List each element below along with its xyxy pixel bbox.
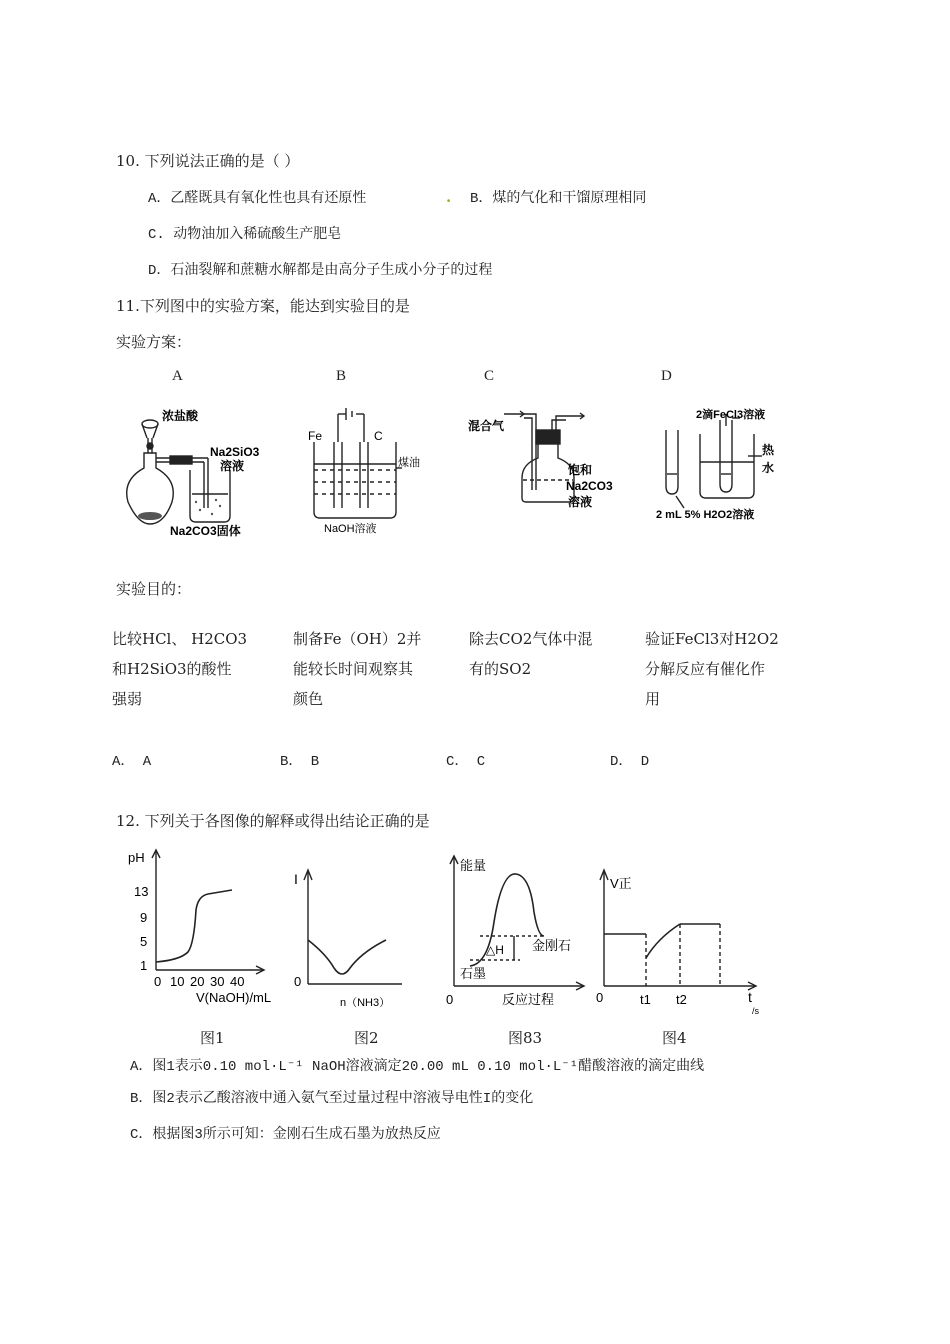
purpose-a-line2: 和H2SiO3的酸性 — [112, 660, 232, 678]
q10-option-c[interactable]: C. 动物油加入稀硫酸生产肥皂 — [148, 227, 342, 243]
rubber-tube — [170, 456, 192, 464]
fig2-conductivity-curve — [308, 940, 386, 974]
q10-stem: 10. 下列说法正确的是（ ） — [116, 152, 300, 170]
fig1-titration-curve — [156, 890, 232, 962]
fig1-xtick-30: 30 — [210, 974, 225, 989]
test-tube-right — [720, 420, 732, 492]
q10-option-a[interactable]: A．乙醛既具有氧化性也具有还原性 — [148, 191, 367, 207]
fig4-ylabel: V正 — [610, 876, 632, 891]
test-tube-left — [666, 430, 678, 494]
apparatus-d — [648, 400, 818, 530]
purpose-c-line2: 有的SO2 — [469, 660, 532, 678]
fig1-xtick-10: 10 — [170, 974, 185, 989]
figure-4 — [596, 866, 776, 1016]
q10-dot-mark: . — [446, 188, 452, 206]
beaker-d — [700, 434, 754, 498]
apparatus-c — [466, 402, 626, 532]
apparatus-c-r3-label: 溶液 — [568, 495, 593, 509]
fig1-ytick-13: 13 — [134, 884, 149, 899]
fig3-caption: 图83 — [508, 1029, 543, 1047]
q11-col-label-b: B — [336, 368, 347, 384]
fig1-ytick-5: 5 — [140, 934, 148, 949]
fig1-xlabel: V(NaOH)/mL — [196, 990, 272, 1005]
apparatus-c-gas-label: 混合气 — [468, 419, 505, 433]
q12-option-c[interactable]: C．根据图3所示可知：金刚石生成石墨为放热反应 — [130, 1127, 441, 1143]
fig4-t2: t2 — [676, 992, 687, 1007]
apparatus-d-r1-label: 热 — [762, 443, 775, 457]
q11-scheme-label: 实验方案： — [116, 333, 192, 351]
apparatus-b-oil-label: 煤油 — [398, 457, 420, 469]
fig1-xtick-0: 0 — [154, 974, 162, 989]
fig1-ylabel: pH — [128, 850, 145, 865]
purpose-b-line1: 制备Fe（OH）2并 — [293, 630, 422, 648]
fig2-origin: 0 — [294, 974, 302, 989]
fig4-caption: 图4 — [662, 1029, 687, 1047]
apparatus-b — [302, 402, 432, 542]
q11-option-b[interactable]: B． B — [280, 754, 320, 770]
fig2-caption: 图2 — [354, 1029, 379, 1047]
purpose-d-line1: 验证FeCl3对H2O2 — [645, 630, 779, 648]
fig3-origin: 0 — [446, 992, 454, 1007]
figure-2 — [288, 866, 408, 1016]
purpose-c-line1: 除去CO2气体中混 — [469, 630, 593, 648]
apparatus-b-fe-label: Fe — [308, 429, 323, 443]
fig2-xlabel: n（NH3） — [340, 997, 391, 1009]
gas-bottle — [522, 444, 574, 502]
fig3-delta-h: △H — [486, 943, 504, 957]
q12-option-a[interactable]: A．图1表示0.10 mol·L⁻¹ NaOH溶液滴定20.00 mL 0.10 mol·L⁻¹醋酸溶液的滴定曲线 — [130, 1059, 705, 1075]
apparatus-b-c-label: C — [374, 429, 383, 443]
fig4-origin: 0 — [596, 990, 604, 1005]
q11-col-label-c: C — [484, 368, 495, 384]
apparatus-b-solution-label: NaOH溶液 — [324, 523, 377, 535]
q11-option-a[interactable]: A． A — [112, 754, 152, 770]
purpose-d — [645, 624, 795, 714]
fig3-xlabel: 反应过程 — [502, 992, 555, 1007]
purpose-d-line2: 分解反应有催化作 — [645, 660, 766, 678]
apparatus-a-right1-label: Na2SiO3 — [210, 445, 260, 459]
purpose-b — [293, 624, 443, 714]
purpose-a — [112, 624, 262, 706]
fig1-xtick-40: 40 — [230, 974, 245, 989]
fig4-t-label: t — [748, 989, 752, 1005]
stopper-c — [536, 430, 560, 444]
apparatus-c-r1-label: 饱和 — [568, 463, 593, 477]
apparatus-a — [120, 398, 290, 543]
purpose-d-line3: 用 — [645, 690, 661, 708]
fig1-caption: 图1 — [200, 1029, 225, 1047]
figure-1 — [124, 846, 284, 1016]
q11-option-c[interactable]: C． C — [446, 754, 486, 770]
apparatus-a-top-label: 浓盐酸 — [162, 409, 199, 423]
apparatus-a-bottom-label: Na2CO3固体 — [170, 524, 241, 538]
purpose-a-line3: 强弱 — [112, 690, 143, 706]
q10-option-b[interactable]: B．煤的气化和干馏原理相同 — [470, 191, 647, 207]
purpose-b-line3: 颜色 — [293, 690, 324, 708]
beaker-a — [190, 470, 230, 522]
apparatus-c-r2-label: Na2CO3 — [566, 479, 613, 493]
fig4-unit: /s — [752, 1006, 760, 1016]
q12-stem: 12. 下列关于各图像的解释或得出结论正确的是 — [116, 812, 430, 830]
apparatus-d-top-label: 2滴FeCl3溶液 — [696, 409, 766, 421]
beaker-b — [314, 442, 396, 518]
purpose-c — [469, 624, 619, 684]
q11-option-d[interactable]: D． D — [610, 754, 650, 770]
q11-stem: 11.下列图中的实验方案，能达到实验目的是 — [116, 297, 410, 315]
fig3-diamond-label: 金刚石 — [532, 938, 572, 953]
fig1-ytick-9: 9 — [140, 910, 148, 925]
apparatus-a-right2-label: 溶液 — [220, 459, 245, 473]
funnel-top — [142, 420, 158, 428]
fig1-xtick-20: 20 — [190, 974, 205, 989]
figure-3 — [440, 852, 600, 1012]
fig2-ylabel: I — [294, 871, 298, 887]
q10-option-d[interactable]: D．石油裂解和蔗糖水解都是由高分子生成小分子的过程 — [148, 263, 493, 279]
fig4-t1: t1 — [640, 992, 651, 1007]
apparatus-d-r2-label: 水 — [762, 461, 775, 475]
apparatus-d-bottom-label: 2 mL 5% H2O2溶液 — [656, 509, 755, 521]
q11-col-label-d: D — [661, 368, 672, 384]
fig3-graphite-label: 石墨 — [460, 966, 487, 981]
q11-purpose-label: 实验目的： — [116, 580, 192, 598]
q11-col-label-a: A — [172, 368, 183, 384]
purpose-b-line2: 能较长时间观察其 — [293, 660, 414, 678]
fig3-ylabel: 能量 — [460, 858, 487, 873]
fig1-ytick-1: 1 — [140, 958, 148, 973]
purpose-a-line1: 比较HCl、 H2CO3 — [112, 630, 248, 648]
q12-option-b[interactable]: B．图2表示乙酸溶液中通入氨气至过量过程中溶液导电性I的变化 — [130, 1091, 534, 1107]
